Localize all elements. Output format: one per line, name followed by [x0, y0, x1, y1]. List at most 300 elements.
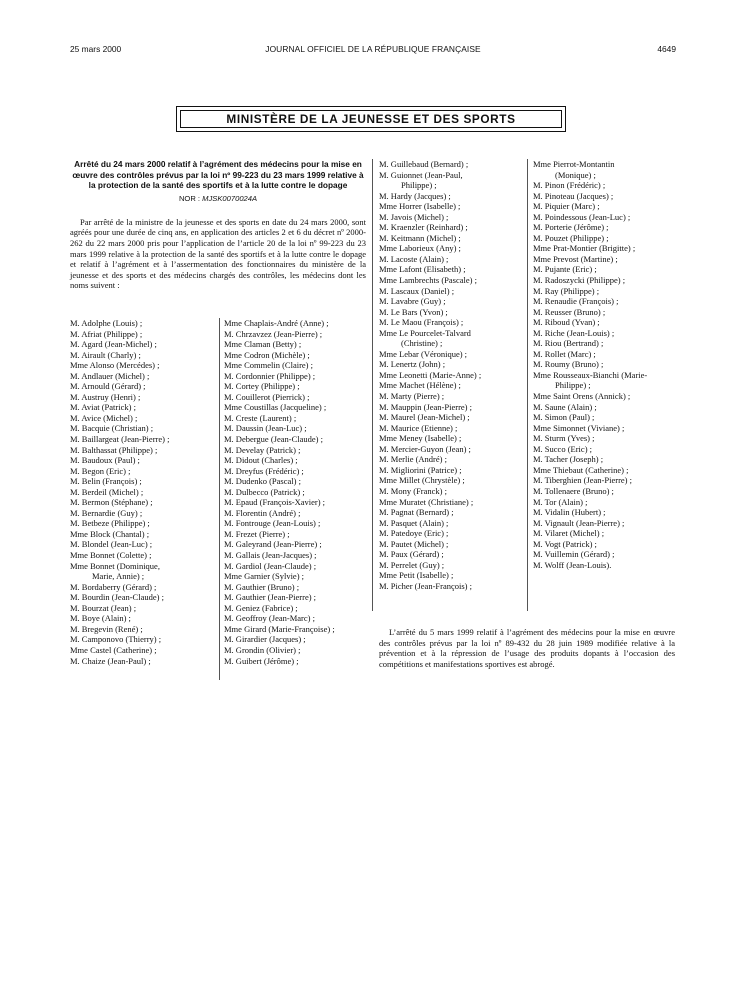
doctor-name: M. Mercier-Guyon (Jean) ;	[379, 443, 471, 454]
doctor-name: Mme Prat-Montier (Brigitte) ;	[533, 243, 636, 254]
doctor-name-entry	[379, 560, 519, 571]
doctor-name-entry	[70, 455, 210, 466]
doctor-name-entry	[224, 497, 364, 508]
doctor-name: M. Gallais (Jean-Jacques) ;	[224, 550, 317, 561]
doctor-name: Mme Bonnet (Dominique,	[70, 560, 160, 571]
doctor-name: Mme Block (Chantal) ;	[70, 528, 150, 539]
doctor-name: Mme Petit (Isabelle) ;	[379, 570, 454, 581]
doctor-name-entry	[224, 539, 364, 550]
doctor-name-entry	[533, 423, 683, 434]
doctor-name: M. Begon (Eric) ;	[70, 465, 131, 476]
doctor-name: Mme Saint Orens (Annick) ;	[533, 391, 631, 402]
doctor-name: Mme Pierrot-Montantin	[533, 159, 615, 169]
doctor-name-entry	[224, 381, 364, 392]
doctor-name-entry	[379, 212, 519, 223]
doctor-name-entry	[224, 561, 364, 572]
doctor-name: Mme Chaplais-André (Anne) ;	[224, 318, 329, 328]
doctor-name-entry	[379, 370, 519, 381]
doctor-name: M. Mauppin (Jean-Pierre) ;	[379, 401, 473, 412]
doctor-name: M. Javois (Michel) ;	[379, 211, 449, 222]
doctor-name-entry	[533, 475, 683, 486]
doctor-name: M. Avice (Michel) ;	[70, 412, 138, 423]
decree-closing-paragraph: L’arrêté du 5 mars 1999 relatif à l’agrément des médecins pour la mise en œuvre des contrôles prévus par la loi nº 89-432 du 28 juin 1989 modifiée relative à la prévention et à la répression de l’usage des produits dopants à l’occasion des compétitions et manifestations sportives est abrogé.	[379, 627, 675, 669]
doctor-name-entry	[379, 581, 519, 592]
doctor-name-entry	[224, 350, 364, 361]
doctor-name-entry	[70, 476, 210, 487]
doctor-name-entry	[70, 497, 210, 508]
doctor-name-entry	[533, 549, 683, 560]
nor-reference	[70, 194, 366, 204]
doctor-name-entry	[379, 233, 519, 244]
doctor-name: M. Lascaux (Daniel) ;	[379, 285, 455, 296]
doctor-name-entry	[70, 550, 210, 561]
doctor-name-entry	[379, 191, 519, 202]
doctor-name-entry	[224, 582, 364, 593]
doctor-name-entry	[379, 402, 519, 413]
doctor-name-entry	[379, 497, 519, 508]
doctor-name: M. Austruy (Henri) ;	[70, 391, 141, 402]
doctor-name-entry	[533, 243, 683, 254]
doctor-name: Mme Coustillas (Jacqueline) ;	[224, 402, 327, 413]
doctor-name: M. Vidalin (Hubert) ;	[533, 507, 606, 518]
doctor-name: M. Pautet (Michel) ;	[379, 538, 449, 549]
doctor-name: M. Tor (Alain) ;	[533, 496, 588, 507]
doctor-name-entry	[379, 570, 519, 581]
doctor-name: M. Berdeil (Michel) ;	[70, 486, 144, 497]
doctor-name: M. Maurice (Etienne) ;	[379, 422, 458, 433]
doctor-name: Mme Laborieux (Any) ;	[379, 243, 461, 254]
doctor-name: M. Mony (Franck) ;	[379, 485, 447, 496]
doctor-name-entry	[70, 613, 210, 624]
doctor-name: M. Bernardie (Guy) ;	[70, 507, 143, 518]
doctor-name: M. Adolphe (Louis) ;	[70, 318, 143, 328]
doctor-name: M. Lavabre (Guy) ;	[379, 296, 446, 307]
doctor-name-entry	[379, 454, 519, 465]
doctor-name-entry	[379, 254, 519, 265]
doctor-name-entry	[379, 433, 519, 444]
decree-title: Arrêté du 24 mars 2000 relatif à l’agrément des médecins pour la mise en œuvre des contrôles prévus par la loi nº 99-223 du 23 mars 1999 relative à la protection de la santé des sportifs et à la lutte contre le dopage	[72, 159, 364, 191]
names-column-1	[70, 318, 210, 666]
doctor-name-entry	[379, 222, 519, 233]
doctor-name: M. Tiberghien (Jean-Pierre) ;	[533, 475, 632, 486]
doctor-name: M. Sturm (Yves) ;	[533, 433, 595, 444]
doctor-name-entry	[533, 180, 683, 191]
doctor-name: M. Vignault (Jean-Pierre) ;	[533, 517, 625, 528]
doctor-name: Mme Muratet (Christiane) ;	[379, 496, 474, 507]
doctor-name: M. Pouzet (Philippe) ;	[533, 232, 609, 243]
doctor-name: M. Dulbecco (Patrick) ;	[224, 486, 305, 497]
doctor-name-entry	[533, 370, 683, 391]
doctor-name-entry	[533, 275, 683, 286]
doctor-name: M. Andlauer (Michel) ;	[70, 370, 150, 381]
header-date: 25 mars 2000	[70, 44, 122, 54]
doctor-name: M. Tollenaere (Bruno) ;	[533, 485, 614, 496]
ministry-title-box	[176, 106, 566, 132]
doctor-name: M. Reusser (Bruno) ;	[533, 306, 606, 317]
doctor-name: M. Maurel (Jean-Michel) ;	[379, 412, 470, 423]
doctor-name: M. Debergue (Jean-Claude) ;	[224, 434, 323, 445]
doctor-name-entry	[533, 286, 683, 297]
header-journal-title: JOURNAL OFFICIEL DE LA RÉPUBLIQUE FRANÇAISE	[265, 44, 481, 54]
doctor-name: M. Poindessous (Jean-Luc) ;	[533, 211, 631, 222]
page-header	[70, 44, 676, 58]
doctor-name: Mme Le Pourcelet-Talvard	[379, 327, 471, 338]
doctor-name-entry	[70, 603, 210, 614]
doctor-name-entry	[70, 645, 210, 656]
doctor-name: M. Bourdin (Jean-Claude) ;	[70, 592, 164, 603]
doctor-name: M. Couillerot (Pierrick) ;	[224, 391, 310, 402]
doctor-name-entry	[379, 444, 519, 455]
doctor-name: M. Keitmann (Michel) ;	[379, 232, 461, 243]
doctor-name-entry	[224, 392, 364, 403]
names-column-4	[533, 159, 683, 570]
doctor-name-entry	[533, 233, 683, 244]
doctor-name-entry	[379, 528, 519, 539]
doctor-name-entry	[379, 349, 519, 360]
doctor-name: M. Develay (Patrick) ;	[224, 444, 301, 455]
doctor-name: M. Pinon (Frédéric) ;	[533, 180, 606, 191]
doctor-name-entry	[224, 329, 364, 340]
doctor-name: Mme Commelin (Claire) ;	[224, 360, 313, 371]
doctor-name-continuation: Philippe) ;	[401, 180, 437, 191]
doctor-name-entry	[70, 402, 210, 413]
doctor-name: M. Vogt (Patrick) ;	[533, 538, 597, 549]
doctor-name: Mme Leonetti (Marie-Anne) ;	[379, 369, 482, 380]
doctor-name-entry	[224, 455, 364, 466]
doctor-name: M. Pinoteau (Jacques) ;	[533, 190, 614, 201]
doctor-name-entry	[70, 318, 210, 329]
doctor-name-entry	[379, 486, 519, 497]
doctor-name-entry	[70, 539, 210, 550]
doctor-name-entry	[224, 445, 364, 456]
doctor-name: M. Blondel (Jean-Luc) ;	[70, 539, 153, 550]
doctor-name: M. Paux (Gérard) ;	[379, 549, 444, 560]
doctor-name-entry	[224, 413, 364, 424]
doctor-name-entry	[70, 381, 210, 392]
doctor-name-entry	[533, 528, 683, 539]
doctor-name: M. Afriat (Philippe) ;	[70, 328, 143, 339]
doctor-name-entry	[70, 413, 210, 424]
doctor-name-entry	[379, 243, 519, 254]
doctor-name: M. Daussin (Jean-Luc) ;	[224, 423, 307, 434]
doctor-name: M. Betbeze (Philippe) ;	[70, 518, 150, 529]
doctor-name: M. Marty (Pierre) ;	[379, 391, 445, 402]
doctor-name: M. Bourzat (Jean) ;	[70, 602, 137, 613]
doctor-name-entry	[533, 338, 683, 349]
doctor-name: M. Radoszycki (Philippe) ;	[533, 275, 626, 286]
doctor-name: M. Simon (Paul) ;	[533, 412, 595, 423]
doctor-name-entry	[379, 159, 519, 170]
doctor-name-entry	[379, 286, 519, 297]
doctor-name: M. Bermon (Stéphane) ;	[70, 497, 153, 508]
doctor-name-entry	[70, 329, 210, 340]
names-column-2	[224, 318, 364, 666]
doctor-name-entry	[224, 613, 364, 624]
doctor-name-entry	[533, 317, 683, 328]
doctor-name: M. Le Maou (François) ;	[379, 317, 464, 328]
doctor-name-entry	[533, 328, 683, 339]
doctor-name-continuation: (Monique) ;	[555, 169, 596, 180]
doctor-name-entry	[533, 222, 683, 233]
doctor-name: M. Guibert (Jérôme) ;	[224, 655, 299, 666]
doctor-name: Mme Thiebaut (Catherine) ;	[533, 464, 629, 475]
doctor-name-entry	[224, 402, 364, 413]
doctor-name: M. Porterie (Jérôme) ;	[533, 222, 609, 233]
doctor-name-entry	[224, 592, 364, 603]
doctor-name: M. Tacher (Joseph) ;	[533, 454, 604, 465]
doctor-name: Mme Horrer (Isabelle) ;	[379, 201, 461, 212]
doctor-name-entry	[379, 296, 519, 307]
doctor-name: M. Camponovo (Thierry) ;	[70, 634, 162, 645]
doctor-name: M. Agard (Jean-Michel) ;	[70, 339, 157, 350]
doctor-name-entry	[224, 423, 364, 434]
doctor-name: M. Bacquie (Christian) ;	[70, 423, 154, 434]
doctor-name-entry	[70, 656, 210, 667]
doctor-name-entry	[533, 191, 683, 202]
doctor-name: Mme Bonnet (Colette) ;	[70, 550, 152, 561]
column-divider	[527, 159, 528, 611]
doctor-name: M. Guionnet (Jean-Paul,	[379, 169, 463, 180]
doctor-name: M. Baudoux (Paul) ;	[70, 455, 140, 466]
doctor-name-entry	[70, 561, 210, 582]
doctor-name: M. Kraenzler (Reinhard) ;	[379, 222, 468, 233]
doctor-name-entry	[533, 454, 683, 465]
doctor-name-entry	[379, 275, 519, 286]
doctor-name: M. Vilaret (Michel) ;	[533, 528, 605, 539]
doctor-name: M. Riboud (Yvan) ;	[533, 317, 600, 328]
doctor-name: M. Renaudie (François) ;	[533, 296, 619, 307]
doctor-name-entry	[379, 201, 519, 212]
doctor-name-entry	[379, 307, 519, 318]
doctor-name-entry	[379, 549, 519, 560]
doctor-name: M. Geoffroy (Jean-Marc) ;	[224, 613, 315, 624]
doctor-name-entry	[70, 518, 210, 529]
doctor-name-entry	[379, 317, 519, 328]
doctor-name-entry	[224, 487, 364, 498]
doctor-name-entry	[533, 402, 683, 413]
doctor-name-entry	[70, 434, 210, 445]
doctor-name-entry	[224, 360, 364, 371]
doctor-name-entry	[379, 264, 519, 275]
doctor-name-entry	[533, 159, 683, 180]
doctor-name: M. Geniez (Fabrice) ;	[224, 602, 298, 613]
column-divider	[219, 318, 220, 680]
doctor-name-entry	[224, 371, 364, 382]
doctor-name-entry	[533, 201, 683, 212]
doctor-name-entry	[70, 423, 210, 434]
doctor-name: M. Belin (François) ;	[70, 476, 142, 487]
doctor-name-entry	[379, 328, 519, 349]
doctor-name: M. Vuillemin (Gérard) ;	[533, 549, 615, 560]
doctor-name: M. Pagnat (Bernard) ;	[379, 507, 454, 518]
doctor-name: M. Boye (Alain) ;	[70, 613, 131, 624]
doctor-name: M. Ray (Philippe) ;	[533, 285, 600, 296]
decree-block	[70, 159, 366, 291]
names-column-3	[379, 159, 519, 591]
doctor-name-entry	[533, 497, 683, 508]
doctor-name: M. Frezet (Pierre) ;	[224, 528, 290, 539]
doctor-name: Mme Machet (Hélène) ;	[379, 380, 461, 391]
doctor-name: M. Balthassat (Philippe) ;	[70, 444, 158, 455]
doctor-name: Mme Lebar (Véronique) ;	[379, 348, 468, 359]
doctor-name-entry	[533, 444, 683, 455]
doctor-name-entry	[70, 392, 210, 403]
decree-intro: Par arrêté de la ministre de la jeunesse et des sports en date du 24 mars 2000, sont agréés pour une durée de cinq ans, en application des articles 2 et 6 du décret nº 2000-262 du 22 mars 2000 pris pour l’application de l’article 20 de la loi nº 99-223 du 23 mars 1999 relative à la protection de la santé des sportifs et à la lutte contre le dopage et relatif à l’agrément et à l’assermentation des fonctionnaires du ministère de la jeunesse et des sports et des médecins chargés des contrôles, les médecins dont les noms suivent :	[70, 216, 366, 291]
doctor-name-entry	[379, 518, 519, 529]
doctor-name: M. Chrzavzez (Jean-Pierre) ;	[224, 328, 323, 339]
doctor-name: M. Aviat (Patrick) ;	[70, 402, 136, 413]
doctor-name-entry	[379, 380, 519, 391]
nor-code: MJSK0070024A	[202, 193, 258, 203]
doctor-name: M. Dreyfus (Frédéric) ;	[224, 465, 304, 476]
doctor-name-entry	[70, 634, 210, 645]
doctor-name: M. Airault (Charly) ;	[70, 349, 141, 360]
doctor-name: M. Piquier (Marc) ;	[533, 201, 600, 212]
doctor-name: M. Riche (Jean-Louis) ;	[533, 327, 615, 338]
doctor-name-entry	[533, 264, 683, 275]
doctor-name: M. Arnould (Gérard) ;	[70, 381, 146, 392]
doctor-name-entry	[70, 487, 210, 498]
doctor-name-entry	[224, 571, 364, 582]
doctor-name-entry	[70, 350, 210, 361]
doctor-name-entry	[70, 445, 210, 456]
doctor-name-entry	[224, 434, 364, 445]
doctor-name-entry	[224, 550, 364, 561]
doctor-name: M. Florentin (André) ;	[224, 507, 301, 518]
doctor-name: Mme Rousseaux-Bianchi (Marie-	[533, 369, 648, 380]
doctor-name-entry	[70, 466, 210, 477]
doctor-name: M. Perrelet (Guy) ;	[379, 559, 445, 570]
doctor-name-entry	[224, 624, 364, 635]
doctor-name-entry	[224, 508, 364, 519]
doctor-name: M. Lenertz (John) ;	[379, 359, 446, 370]
doctor-name: M. Succo (Eric) ;	[533, 443, 593, 454]
doctor-name-entry	[224, 645, 364, 656]
column-divider	[372, 159, 373, 611]
doctor-name-entry	[533, 296, 683, 307]
doctor-name: Mme Lambrechts (Pascale) ;	[379, 275, 477, 286]
doctor-name: M. Grondin (Olivier) ;	[224, 644, 301, 655]
doctor-name-entry	[379, 412, 519, 423]
doctor-name: M. Roumy (Bruno) ;	[533, 359, 604, 370]
doctor-name: M. Le Bars (Yvon) ;	[379, 306, 448, 317]
doctor-name: M. Galeyrand (Jean-Pierre) ;	[224, 539, 322, 550]
doctor-name-entry	[533, 391, 683, 402]
doctor-name: Mme Codron (Michèle) ;	[224, 349, 310, 360]
doctor-name-entry	[224, 318, 364, 329]
doctor-name-entry	[70, 529, 210, 540]
nor-label: NOR :	[178, 193, 201, 203]
doctor-name: M. Cordonnier (Philippe) ;	[224, 370, 316, 381]
doctor-name-entry	[70, 339, 210, 350]
doctor-name-entry	[533, 539, 683, 550]
doctor-name: M. Guillebaud (Bernard) ;	[379, 159, 469, 169]
doctor-name: M. Gauthier (Jean-Pierre) ;	[224, 592, 317, 603]
doctor-name-continuation: Philippe) ;	[555, 380, 591, 391]
doctor-name: M. Epaud (François-Xavier) ;	[224, 497, 326, 508]
doctor-name: M. Merlie (André) ;	[379, 454, 447, 465]
doctor-name-entry	[224, 466, 364, 477]
doctor-name-entry	[224, 603, 364, 614]
doctor-name-entry	[224, 529, 364, 540]
doctor-name: M. Dudenko (Pascal) ;	[224, 476, 301, 487]
doctor-name-entry	[533, 212, 683, 223]
doctor-name: M. Gauthier (Bruno) ;	[224, 581, 300, 592]
doctor-name-entry	[379, 170, 519, 191]
doctor-name: M. Riou (Bertrand) ;	[533, 338, 604, 349]
doctor-name: M. Bregevin (René) ;	[70, 623, 143, 634]
doctor-name: M. Didout (Charles) ;	[224, 455, 298, 466]
doctor-name: M. Rollet (Marc) ;	[533, 348, 596, 359]
doctor-name: M. Patedoye (Eric) ;	[379, 528, 449, 539]
doctor-name-entry	[70, 592, 210, 603]
doctor-name: Mme Meney (Isabelle) ;	[379, 433, 462, 444]
doctor-name-entry	[379, 391, 519, 402]
doctor-name: M. Cortey (Philippe) ;	[224, 381, 300, 392]
doctor-name: M. Girardier (Jacques) ;	[224, 634, 306, 645]
doctor-name-entry	[533, 349, 683, 360]
header-page-number: 4649	[657, 44, 676, 54]
doctor-name-entry	[70, 360, 210, 371]
doctor-name-entry	[379, 423, 519, 434]
doctor-name-entry	[533, 307, 683, 318]
doctor-name-entry	[533, 518, 683, 529]
doctor-name: Mme Lafont (Elisabeth) ;	[379, 264, 466, 275]
doctor-name-entry	[70, 508, 210, 519]
doctor-name-entry	[379, 539, 519, 550]
doctor-name-entry	[533, 560, 683, 571]
doctor-name-entry	[379, 475, 519, 486]
doctor-name: M. Gardiol (Jean-Claude) ;	[224, 560, 317, 571]
doctor-name: M. Hardy (Jacques) ;	[379, 190, 451, 201]
doctor-name: M. Chaize (Jean-Paul) ;	[70, 655, 151, 666]
doctor-name: M. Migliorini (Patrice) ;	[379, 464, 462, 475]
doctor-name: Mme Simonnet (Viviane) ;	[533, 422, 625, 433]
doctor-name: Mme Prevost (Martine) ;	[533, 253, 618, 264]
doctor-name-entry	[379, 465, 519, 476]
doctor-name-entry	[224, 476, 364, 487]
doctor-name: M. Fontrouge (Jean-Louis) ;	[224, 518, 321, 529]
doctor-name-entry	[379, 507, 519, 518]
doctor-name-entry	[533, 507, 683, 518]
doctor-name: Mme Garnier (Sylvie) ;	[224, 571, 305, 582]
doctor-name: M. Baillargeat (Jean-Pierre) ;	[70, 434, 170, 445]
doctor-name: Mme Castel (Catherine) ;	[70, 644, 157, 655]
doctor-name-entry	[224, 634, 364, 645]
doctor-name-entry	[533, 433, 683, 444]
doctor-name-entry	[533, 359, 683, 370]
doctor-name-entry	[533, 465, 683, 476]
doctor-name: M. Creste (Laurent) ;	[224, 412, 297, 423]
doctor-name: M. Pujante (Eric) ;	[533, 264, 597, 275]
doctor-name-entry	[533, 486, 683, 497]
doctor-name-entry	[224, 518, 364, 529]
doctor-name: M. Lacoste (Alain) ;	[379, 253, 449, 264]
doctor-name-entry	[379, 359, 519, 370]
doctor-name: Mme Millet (Chrystèle) ;	[379, 475, 465, 486]
doctor-name-entry	[70, 582, 210, 593]
doctor-name-continuation: (Christine) ;	[401, 338, 443, 349]
doctor-name: Mme Claman (Betty) ;	[224, 339, 302, 350]
ministry-title: MINISTÈRE DE LA JEUNESSE ET DES SPORTS	[226, 112, 516, 126]
doctor-name-entry	[70, 371, 210, 382]
doctor-name-entry	[70, 624, 210, 635]
doctor-name-entry	[533, 254, 683, 265]
doctor-name: M. Wolff (Jean-Louis).	[533, 559, 612, 570]
doctor-name-entry	[224, 339, 364, 350]
doctor-name: M. Bordaberry (Gérard) ;	[70, 581, 157, 592]
doctor-name-continuation: Marie, Annie) ;	[92, 571, 145, 582]
